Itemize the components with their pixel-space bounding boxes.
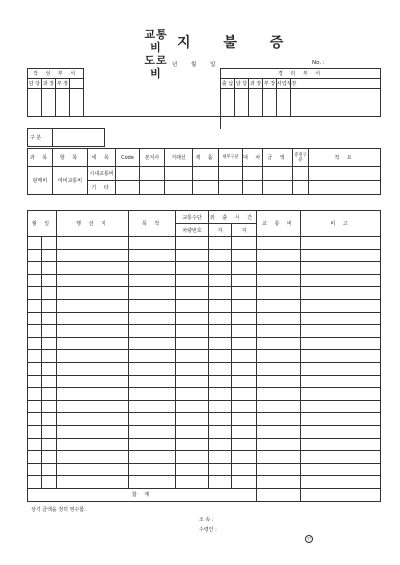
trip-cell[interactable] — [257, 237, 301, 250]
trip-cell[interactable] — [301, 274, 381, 287]
trip-cell[interactable] — [209, 476, 232, 489]
trip-cell[interactable] — [176, 413, 209, 426]
approval-signature-cell[interactable] — [56, 89, 70, 117]
trip-cell[interactable] — [129, 312, 176, 325]
accounting-signature-cell[interactable] — [249, 89, 263, 117]
seal-icon: 인 — [305, 535, 313, 543]
trip-row — [28, 362, 381, 375]
trip-row — [28, 299, 381, 312]
trip-cell[interactable] — [28, 249, 42, 262]
approval-label: 담 당 — [28, 79, 42, 89]
trip-cell[interactable] — [232, 325, 257, 338]
trip-cell[interactable] — [209, 375, 232, 388]
account-cell[interactable] — [140, 181, 165, 195]
trip-row — [28, 312, 381, 325]
trip-cell[interactable] — [42, 299, 57, 312]
receipt-statement: 상기 금액을 정히 영수함. — [31, 507, 86, 513]
approval-label: 부 장 — [56, 79, 70, 89]
trip-cell[interactable] — [129, 425, 176, 438]
trip-row — [28, 463, 381, 476]
trip-cell[interactable] — [209, 249, 232, 262]
trip-row — [28, 413, 381, 426]
trip-cell[interactable] — [42, 287, 57, 300]
trip-cell[interactable] — [301, 375, 381, 388]
trip-cell[interactable] — [257, 337, 301, 350]
trip-cell[interactable] — [42, 312, 57, 325]
col-item: 항 목 — [53, 149, 88, 167]
trip-cell[interactable] — [257, 438, 301, 451]
trip-cell[interactable] — [232, 337, 257, 350]
trip-cell[interactable] — [232, 287, 257, 300]
trip-row — [28, 388, 381, 401]
trip-cell[interactable] — [57, 249, 129, 262]
trip-cell[interactable] — [129, 476, 176, 489]
trip-cell[interactable] — [232, 451, 257, 464]
trip-row — [28, 438, 381, 451]
trip-cell[interactable] — [257, 262, 301, 275]
trip-cell[interactable] — [42, 325, 57, 338]
col-detail: 세 목 — [88, 149, 116, 167]
trip-cell[interactable] — [28, 362, 42, 375]
account-cell[interactable] — [140, 167, 165, 181]
account-cell[interactable] — [293, 181, 309, 195]
trip-cell[interactable] — [209, 425, 232, 438]
trip-cell[interactable] — [42, 413, 57, 426]
trip-cell[interactable] — [257, 413, 301, 426]
trip-cell[interactable] — [28, 337, 42, 350]
trip-cell[interactable] — [209, 362, 232, 375]
trip-cell[interactable] — [301, 438, 381, 451]
trip-cell[interactable] — [176, 375, 209, 388]
category-table — [27, 128, 381, 147]
trip-cell[interactable] — [28, 451, 42, 464]
total-note[interactable] — [301, 488, 381, 501]
trip-cell[interactable] — [301, 287, 381, 300]
affiliation-label: 소 속 : — [199, 517, 214, 523]
trip-cell[interactable] — [301, 337, 381, 350]
trip-cell[interactable] — [28, 274, 42, 287]
trip-cell[interactable] — [129, 287, 176, 300]
total-label: 합 계 — [28, 488, 257, 501]
trip-cell[interactable] — [257, 451, 301, 464]
col-tax: 세무구분 — [219, 149, 243, 167]
trip-cell[interactable] — [257, 400, 301, 413]
trip-cell[interactable] — [129, 388, 176, 401]
trip-cell[interactable] — [257, 287, 301, 300]
trip-cell[interactable] — [28, 438, 42, 451]
trip-cell[interactable] — [57, 325, 129, 338]
accounting-approval-label: 과 장 — [249, 79, 263, 89]
trip-cell[interactable] — [42, 262, 57, 275]
trip-cell[interactable] — [129, 451, 176, 464]
approval-signature-cell[interactable] — [42, 89, 56, 117]
trip-cell[interactable] — [176, 249, 209, 262]
trip-cell[interactable] — [301, 362, 381, 375]
account-subject: 판매비 — [28, 167, 53, 195]
trip-cell[interactable] — [301, 237, 381, 250]
approval-label: 과 장 — [42, 79, 56, 89]
trip-cell[interactable] — [42, 388, 57, 401]
trip-cell[interactable] — [176, 438, 209, 451]
trip-cell[interactable] — [232, 413, 257, 426]
trip-cell[interactable] — [28, 375, 42, 388]
col-vendor: 거래선 — [165, 149, 193, 167]
trip-cell[interactable] — [57, 451, 129, 464]
account-cell[interactable] — [116, 167, 140, 181]
trip-cell[interactable] — [257, 476, 301, 489]
account-cell[interactable] — [116, 181, 140, 195]
trip-cell[interactable] — [42, 463, 57, 476]
trip-cell[interactable] — [232, 350, 257, 363]
trip-cell[interactable] — [129, 413, 176, 426]
seal-mark — [305, 525, 313, 544]
category-value[interactable] — [53, 129, 105, 147]
trip-cell[interactable] — [232, 400, 257, 413]
trip-cell[interactable] — [257, 375, 301, 388]
trip-cell[interactable] — [176, 463, 209, 476]
recipient-label: 수령인 : — [199, 527, 217, 533]
trip-cell[interactable] — [28, 413, 42, 426]
trip-cell[interactable] — [42, 274, 57, 287]
trip-cell[interactable] — [257, 325, 301, 338]
trip-cell[interactable] — [28, 287, 42, 300]
account-cell[interactable] — [193, 167, 219, 181]
trip-cell[interactable] — [209, 350, 232, 363]
account-detail: 기 타 — [88, 181, 116, 195]
col-vehicle-no: 차량번호 — [176, 224, 209, 237]
trip-cell[interactable] — [301, 463, 381, 476]
approval-signature-cell[interactable] — [28, 89, 42, 117]
accounting-signature-cell[interactable] — [235, 89, 249, 117]
trip-cell[interactable] — [257, 274, 301, 287]
trip-cell[interactable] — [176, 287, 209, 300]
trip-cell[interactable] — [129, 362, 176, 375]
account-table — [27, 148, 381, 195]
author-dept-label: 작 성 부 서 — [28, 69, 84, 79]
accounting-signature-cell[interactable] — [221, 89, 235, 117]
col-from: 자 — [209, 224, 232, 237]
trip-cell[interactable] — [232, 388, 257, 401]
trip-cell[interactable] — [301, 350, 381, 363]
trip-cell[interactable] — [301, 299, 381, 312]
trip-cell[interactable] — [28, 299, 42, 312]
trip-cell[interactable] — [42, 237, 57, 250]
trip-cell[interactable] — [232, 438, 257, 451]
trip-cell[interactable] — [209, 400, 232, 413]
trip-cell[interactable] — [301, 312, 381, 325]
col-code: Code — [116, 149, 140, 167]
trip-cell[interactable] — [232, 425, 257, 438]
trip-table — [27, 210, 381, 502]
trip-cell[interactable] — [176, 476, 209, 489]
trip-cell[interactable] — [257, 312, 301, 325]
trip-cell[interactable] — [301, 325, 381, 338]
account-cell[interactable] — [243, 181, 263, 195]
trip-row — [28, 287, 381, 300]
accounting-dept-label: 경 리 부 서 — [221, 69, 381, 79]
trip-cell[interactable] — [28, 476, 42, 489]
trip-cell[interactable] — [232, 274, 257, 287]
account-cell[interactable] — [309, 181, 381, 195]
trip-cell[interactable] — [176, 325, 209, 338]
trip-cell[interactable] — [209, 463, 232, 476]
trip-row — [28, 451, 381, 464]
title-stack-top: 교통비 — [144, 28, 168, 54]
title-stack-bottom: 도로비 — [144, 54, 168, 80]
trip-cell[interactable] — [42, 476, 57, 489]
date-line: 년 월 일 — [172, 62, 216, 68]
category-label: 구 분 — [28, 129, 53, 147]
trip-cell[interactable] — [42, 438, 57, 451]
col-departure: 행 선 지 — [57, 211, 129, 237]
trip-cell[interactable] — [209, 451, 232, 464]
trip-cell[interactable] — [129, 249, 176, 262]
trip-cell[interactable] — [209, 262, 232, 275]
trip-cell[interactable] — [232, 375, 257, 388]
trip-cell[interactable] — [301, 476, 381, 489]
account-detail: 시내교통비 — [88, 167, 116, 181]
trip-cell[interactable] — [42, 249, 57, 262]
trip-cell[interactable] — [57, 425, 129, 438]
account-cell[interactable] — [219, 167, 243, 181]
trip-cell[interactable] — [176, 262, 209, 275]
trip-cell[interactable] — [301, 262, 381, 275]
account-cell[interactable] — [219, 181, 243, 195]
trip-cell[interactable] — [28, 400, 42, 413]
accounting-approval-label — [291, 79, 381, 89]
trip-cell[interactable] — [57, 287, 129, 300]
trip-cell[interactable] — [176, 312, 209, 325]
trip-cell[interactable] — [209, 413, 232, 426]
trip-cell[interactable] — [28, 425, 42, 438]
trip-cell[interactable] — [57, 388, 129, 401]
trip-cell[interactable] — [57, 438, 129, 451]
trip-cell[interactable] — [28, 325, 42, 338]
trip-cell[interactable] — [42, 362, 57, 375]
trip-cell[interactable] — [129, 274, 176, 287]
trip-cell[interactable] — [209, 337, 232, 350]
trip-cell[interactable] — [176, 400, 209, 413]
account-item: 여비교통비 — [53, 167, 88, 195]
trip-cell[interactable] — [257, 249, 301, 262]
trip-cell[interactable] — [57, 274, 129, 287]
trip-cell[interactable] — [232, 476, 257, 489]
trip-row — [28, 476, 381, 489]
col-evidence: 증빙구분 — [293, 149, 309, 167]
document-sheet — [27, 20, 380, 548]
trip-cell[interactable] — [209, 388, 232, 401]
trip-cell[interactable] — [129, 337, 176, 350]
trip-cell[interactable] — [232, 299, 257, 312]
trip-cell[interactable] — [257, 463, 301, 476]
trip-cell[interactable] — [57, 375, 129, 388]
trip-cell[interactable] — [28, 312, 42, 325]
trip-cell[interactable] — [57, 350, 129, 363]
trip-cell[interactable] — [129, 438, 176, 451]
trip-cell[interactable] — [57, 400, 129, 413]
trip-cell[interactable] — [257, 299, 301, 312]
trip-cell[interactable] — [129, 325, 176, 338]
trip-cell[interactable] — [232, 262, 257, 275]
trip-cell[interactable] — [28, 463, 42, 476]
trip-cell[interactable] — [129, 463, 176, 476]
col-note: 비 고 — [301, 211, 381, 237]
trip-cell[interactable] — [176, 274, 209, 287]
trip-cell[interactable] — [57, 413, 129, 426]
trip-cell[interactable] — [257, 388, 301, 401]
account-cell[interactable] — [243, 167, 263, 181]
col-fare: 교 통 비 — [257, 211, 301, 237]
trip-cell[interactable] — [28, 388, 42, 401]
trip-cell[interactable] — [209, 312, 232, 325]
account-cell[interactable] — [293, 167, 309, 181]
trip-cell[interactable] — [57, 463, 129, 476]
trip-cell[interactable] — [301, 425, 381, 438]
trip-cell[interactable] — [28, 237, 42, 250]
trip-cell[interactable] — [232, 362, 257, 375]
trip-cell[interactable] — [209, 237, 232, 250]
trip-cell[interactable] — [57, 237, 129, 250]
trip-row — [28, 337, 381, 350]
accounting-approval-label: 담 당 — [235, 79, 249, 89]
trip-cell[interactable] — [257, 350, 301, 363]
total-amount[interactable] — [257, 488, 301, 501]
trip-cell[interactable] — [301, 400, 381, 413]
trip-cell[interactable] — [176, 337, 209, 350]
col-remarks: 적 요 — [309, 149, 381, 167]
account-cell[interactable] — [309, 167, 381, 181]
approval-table — [27, 68, 381, 129]
accounting-signature-cell[interactable] — [291, 89, 381, 117]
trip-cell[interactable] — [42, 375, 57, 388]
trip-cell[interactable] — [57, 262, 129, 275]
trip-cell[interactable] — [176, 425, 209, 438]
title-rest: 지 불 증 — [177, 35, 298, 51]
trip-cell[interactable] — [42, 400, 57, 413]
accounting-approval-label: 사업부장 — [277, 79, 291, 89]
trip-cell[interactable] — [129, 237, 176, 250]
trip-cell[interactable] — [176, 299, 209, 312]
accounting-signature-cell[interactable] — [263, 89, 277, 117]
trip-cell[interactable] — [209, 287, 232, 300]
col-date: 월 일 — [28, 211, 57, 237]
col-amount: 금 액 — [263, 149, 293, 167]
col-outing-time: 외 출 시 간 — [209, 211, 257, 224]
accounting-approval-label: 부 장 — [263, 79, 277, 89]
trip-cell[interactable] — [176, 388, 209, 401]
trip-row — [28, 249, 381, 262]
trip-cell[interactable] — [301, 413, 381, 426]
accounting-approval-label: 출 납 — [221, 79, 235, 89]
trip-cell[interactable] — [57, 362, 129, 375]
trip-cell[interactable] — [301, 249, 381, 262]
trip-row — [28, 400, 381, 413]
trip-cell[interactable] — [176, 237, 209, 250]
account-cell[interactable] — [193, 181, 219, 195]
trip-row — [28, 274, 381, 287]
total-row — [28, 488, 381, 501]
trip-cell[interactable] — [57, 476, 129, 489]
account-cell[interactable] — [263, 167, 293, 181]
col-subject: 과 목 — [28, 149, 53, 167]
trip-row — [28, 375, 381, 388]
trip-cell[interactable] — [232, 312, 257, 325]
account-cell[interactable] — [165, 181, 193, 195]
trip-row — [28, 325, 381, 338]
trip-cell[interactable] — [209, 274, 232, 287]
trip-cell[interactable] — [57, 337, 129, 350]
account-cell[interactable] — [165, 167, 193, 181]
accounting-signature-cell[interactable] — [277, 89, 291, 117]
trip-cell[interactable] — [176, 362, 209, 375]
trip-cell[interactable] — [257, 425, 301, 438]
trip-cell[interactable] — [129, 350, 176, 363]
trip-cell[interactable] — [301, 388, 381, 401]
trip-cell[interactable] — [176, 350, 209, 363]
col-to: 지 — [232, 224, 257, 237]
trip-cell[interactable] — [129, 400, 176, 413]
col-transport: 교통수단 — [176, 211, 209, 224]
approval-signature-cell[interactable] — [70, 89, 84, 117]
col-product: 제 품 — [193, 149, 219, 167]
trip-cell[interactable] — [232, 249, 257, 262]
trip-cell[interactable] — [176, 451, 209, 464]
trip-cell[interactable] — [28, 262, 42, 275]
col-debit: 대 차 — [243, 149, 263, 167]
trip-cell[interactable] — [209, 325, 232, 338]
trip-cell[interactable] — [57, 299, 129, 312]
trip-row — [28, 237, 381, 250]
trip-cell[interactable] — [57, 312, 129, 325]
trip-cell[interactable] — [42, 337, 57, 350]
trip-row — [28, 262, 381, 275]
trip-row — [28, 350, 381, 363]
account-cell[interactable] — [263, 181, 293, 195]
trip-cell[interactable] — [42, 425, 57, 438]
trip-cell[interactable] — [129, 375, 176, 388]
col-purpose: 목 적 — [129, 211, 176, 237]
trip-cell[interactable] — [209, 299, 232, 312]
trip-cell[interactable] — [301, 451, 381, 464]
trip-cell[interactable] — [129, 299, 176, 312]
trip-cell[interactable] — [232, 237, 257, 250]
trip-cell[interactable] — [42, 350, 57, 363]
trip-cell[interactable] — [129, 262, 176, 275]
col-branch: 본지사 — [140, 149, 165, 167]
trip-cell[interactable] — [28, 350, 42, 363]
trip-cell[interactable] — [257, 362, 301, 375]
trip-cell[interactable] — [209, 438, 232, 451]
trip-row — [28, 425, 381, 438]
trip-cell[interactable] — [42, 451, 57, 464]
trip-cell[interactable] — [232, 463, 257, 476]
document-number: No. : — [312, 60, 325, 66]
